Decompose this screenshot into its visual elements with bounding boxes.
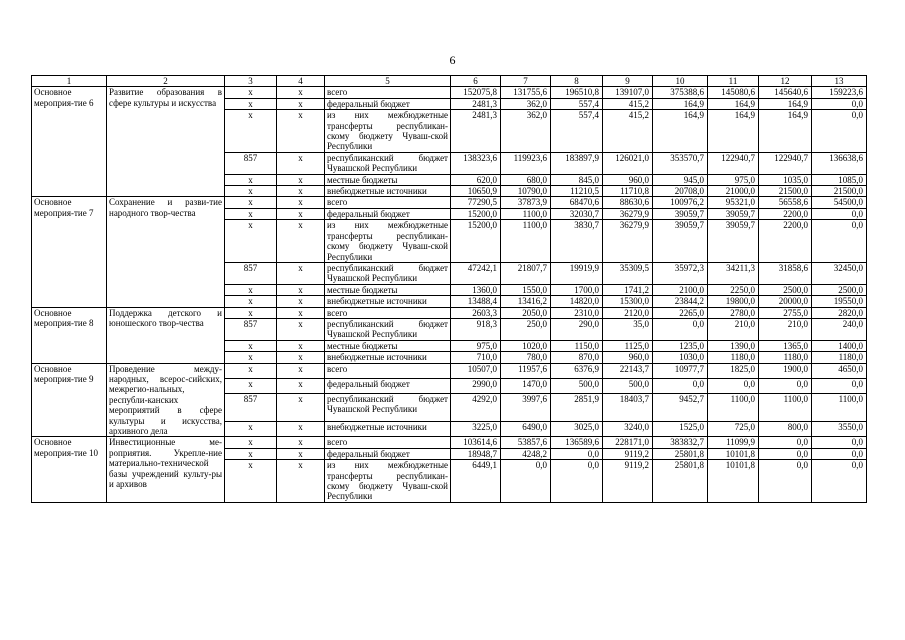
class-code-cell: x [277,87,325,98]
amount-cell: 4292,0 [451,393,501,422]
amount-cell: 10507,0 [451,363,501,378]
admin-code-cell: x [225,340,277,351]
amount-cell: 21000,0 [708,186,759,197]
event-name-cell: Развитие образования в сфере культуры и искусства [107,87,225,197]
amount-cell: 103614,6 [451,437,501,448]
amount-cell: 21500,0 [759,186,812,197]
amount-cell: 362,0 [501,110,551,153]
class-code-cell: x [277,174,325,185]
amount-cell: 2820,0 [812,307,867,318]
amount-cell: 780,0 [501,352,551,363]
amount-cell: 2481,3 [451,98,501,109]
amount-cell: 1100,0 [501,220,551,263]
table-row [32,363,867,378]
funding-source-cell: внебюджетные источники [325,296,451,307]
class-code-cell: x [277,197,325,208]
amount-cell: 36279,9 [603,220,653,263]
class-code-cell: x [277,296,325,307]
amount-cell: 3830,7 [551,220,603,263]
funding-source-cell: республиканский бюджет Чувашской Республики [325,152,451,174]
amount-cell: 14820,0 [551,296,603,307]
amount-cell: 0,0 [812,98,867,109]
amount-cell: 152075,8 [451,87,501,98]
amount-cell: 290,0 [551,318,603,340]
amount-cell: 1100,0 [708,393,759,422]
budget-table [31,75,867,503]
event-cell: Основное мероприя-тие 7 [32,197,107,307]
funding-source-cell: федеральный бюджет [325,98,451,109]
amount-cell: 1525,0 [653,422,708,437]
amount-cell: 6449,1 [451,460,501,503]
amount-cell: 196510,8 [551,87,603,98]
amount-cell: 1550,0 [501,284,551,295]
admin-code-cell: x [225,284,277,295]
amount-cell: 25801,8 [653,448,708,459]
amount-cell: 164,9 [708,110,759,153]
amount-cell: 13488,4 [451,296,501,307]
amount-cell: 2500,0 [812,284,867,295]
amount-cell: 19800,0 [708,296,759,307]
funding-source-cell: всего [325,363,451,378]
amount-cell: 119923,6 [501,152,551,174]
class-code-cell: x [277,340,325,351]
amount-cell: 56558,6 [759,197,812,208]
admin-code-cell: x [225,98,277,109]
class-code-cell: x [277,352,325,363]
funding-source-cell: всего [325,307,451,318]
amount-cell: 1825,0 [708,363,759,378]
amount-cell: 2120,0 [603,307,653,318]
amount-cell: 11957,6 [501,363,551,378]
amount-cell: 131755,6 [501,87,551,98]
amount-cell: 2500,0 [759,284,812,295]
amount-cell: 164,9 [759,110,812,153]
amount-cell: 35309,5 [603,262,653,284]
amount-cell: 2780,0 [708,307,759,318]
header-cell: 10 [653,76,708,87]
amount-cell: 210,0 [759,318,812,340]
amount-cell: 1100,0 [812,393,867,422]
amount-cell: 800,0 [759,422,812,437]
funding-source-cell: республиканский бюджет Чувашской Республики [325,318,451,340]
amount-cell: 0,0 [653,318,708,340]
amount-cell: 870,0 [551,352,603,363]
amount-cell: 620,0 [451,174,501,185]
amount-cell: 39059,7 [653,220,708,263]
amount-cell: 1030,0 [653,352,708,363]
admin-code-cell: x [225,220,277,263]
amount-cell: 415,2 [603,98,653,109]
admin-code-cell: 857 [225,318,277,340]
amount-cell: 415,2 [603,110,653,153]
amount-cell: 1180,0 [812,352,867,363]
class-code-cell: x [277,448,325,459]
amount-cell: 918,3 [451,318,501,340]
admin-code-cell: x [225,87,277,98]
amount-cell: 164,9 [708,98,759,109]
amount-cell: 1235,0 [653,340,708,351]
amount-cell: 18403,7 [603,393,653,422]
class-code-cell: x [277,110,325,153]
funding-source-cell: из них межбюджетные трансферты республикан-скому бюджету Чуваш-ской Республики [325,110,451,153]
amount-cell: 0,0 [759,460,812,503]
admin-code-cell: x [225,363,277,378]
event-name-cell: Инвестиционные ме-роприятия. Укрепле-ние материально-технической базы учреждений культу-ры и архивов [107,437,225,502]
amount-cell: 557,4 [551,98,603,109]
admin-code-cell: x [225,110,277,153]
amount-cell: 0,0 [812,378,867,393]
amount-cell: 240,0 [812,318,867,340]
amount-cell: 1035,0 [759,174,812,185]
class-code-cell: x [277,393,325,422]
amount-cell: 6490,0 [501,422,551,437]
table-row [32,197,867,208]
class-code-cell: x [277,186,325,197]
amount-cell: 3025,0 [551,422,603,437]
amount-cell: 36279,9 [603,208,653,219]
amount-cell: 960,0 [603,352,653,363]
admin-code-cell: x [225,197,277,208]
event-cell: Основное мероприя-тие 9 [32,363,107,437]
event-cell: Основное мероприя-тие 8 [32,307,107,363]
funding-source-cell: республиканский бюджет Чувашской Республики [325,393,451,422]
amount-cell: 353570,7 [653,152,708,174]
header-cell: 9 [603,76,653,87]
event-cell: Основное мероприя-тие 10 [32,437,107,502]
amount-cell: 145080,6 [708,87,759,98]
amount-cell: 2200,0 [759,208,812,219]
amount-cell: 35972,3 [653,262,708,284]
header-cell: 12 [759,76,812,87]
amount-cell: 2481,3 [451,110,501,153]
amount-cell: 10101,8 [708,448,759,459]
funding-source-cell: федеральный бюджет [325,208,451,219]
amount-cell: 68470,6 [551,197,603,208]
amount-cell: 383832,7 [653,437,708,448]
header-cell: 4 [277,76,325,87]
class-code-cell: x [277,220,325,263]
admin-code-cell: x [225,422,277,437]
amount-cell: 25801,8 [653,460,708,503]
class-code-cell: x [277,318,325,340]
table-row [32,437,867,448]
amount-cell: 10790,0 [501,186,551,197]
admin-code-cell: x [225,186,277,197]
amount-cell: 0,0 [501,460,551,503]
amount-cell: 159223,6 [812,87,867,98]
class-code-cell: x [277,363,325,378]
amount-cell: 21807,7 [501,262,551,284]
header-cell: 2 [107,76,225,87]
class-code-cell: x [277,437,325,448]
amount-cell: 0,0 [759,448,812,459]
admin-code-cell: x [225,448,277,459]
amount-cell: 10101,8 [708,460,759,503]
header-cell: 1 [32,76,107,87]
amount-cell: 122940,7 [759,152,812,174]
event-cell: Основное мероприя-тие 6 [32,87,107,197]
amount-cell: 9119,2 [603,448,653,459]
amount-cell: 122940,7 [708,152,759,174]
amount-cell: 20000,0 [759,296,812,307]
amount-cell: 0,0 [653,378,708,393]
header-cell: 8 [551,76,603,87]
funding-source-cell: федеральный бюджет [325,448,451,459]
amount-cell: 2310,0 [551,307,603,318]
event-name-cell: Поддержка детского и юношеского твор-чества [107,307,225,363]
event-name-cell: Проведение между-народных, всерос-сийских, межрегио-нальных, республи-канских мероприятий в сфере культуры и искусства, архивного дела [107,363,225,437]
header-cell: 6 [451,76,501,87]
amount-cell: 3997,6 [501,393,551,422]
class-code-cell: x [277,208,325,219]
amount-cell: 2603,3 [451,307,501,318]
funding-source-cell: всего [325,437,451,448]
admin-code-cell: x [225,378,277,393]
amount-cell: 0,0 [759,378,812,393]
funding-source-cell: внебюджетные источники [325,186,451,197]
funding-source-cell: из них межбюджетные трансферты республикан-скому бюджету Чуваш-ской Республики [325,460,451,503]
admin-code-cell: x [225,352,277,363]
amount-cell: 139107,0 [603,87,653,98]
amount-cell: 88630,6 [603,197,653,208]
amount-cell: 15300,0 [603,296,653,307]
amount-cell: 500,0 [551,378,603,393]
amount-cell: 1125,0 [603,340,653,351]
amount-cell: 126021,0 [603,152,653,174]
funding-source-cell: местные бюджеты [325,340,451,351]
amount-cell: 22143,7 [603,363,653,378]
amount-cell: 6376,9 [551,363,603,378]
funding-source-cell: всего [325,87,451,98]
amount-cell: 18948,7 [451,448,501,459]
amount-cell: 725,0 [708,422,759,437]
amount-cell: 21500,0 [812,186,867,197]
amount-cell: 1180,0 [708,352,759,363]
amount-cell: 2100,0 [653,284,708,295]
amount-cell: 164,9 [653,98,708,109]
class-code-cell: x [277,422,325,437]
amount-cell: 10650,9 [451,186,501,197]
class-code-cell: x [277,307,325,318]
amount-cell: 1360,0 [451,284,501,295]
amount-cell: 960,0 [603,174,653,185]
amount-cell: 145640,6 [759,87,812,98]
header-cell: 5 [325,76,451,87]
class-code-cell: x [277,152,325,174]
amount-cell: 31858,6 [759,262,812,284]
amount-cell: 35,0 [603,318,653,340]
page-number: 6 [449,53,456,67]
amount-cell: 10977,7 [653,363,708,378]
amount-cell: 100976,2 [653,197,708,208]
admin-code-cell: 857 [225,262,277,284]
header-cell: 7 [501,76,551,87]
amount-cell: 136638,6 [812,152,867,174]
admin-code-cell: 857 [225,393,277,422]
amount-cell: 19550,0 [812,296,867,307]
amount-cell: 2990,0 [451,378,501,393]
amount-cell: 0,0 [812,110,867,153]
funding-source-cell: местные бюджеты [325,284,451,295]
table-row [32,87,867,98]
amount-cell: 39059,7 [708,220,759,263]
amount-cell: 3550,0 [812,422,867,437]
amount-cell: 32450,0 [812,262,867,284]
amount-cell: 228171,0 [603,437,653,448]
class-code-cell: x [277,460,325,503]
funding-source-cell: республиканский бюджет Чувашской Республики [325,262,451,284]
amount-cell: 1085,0 [812,174,867,185]
amount-cell: 680,0 [501,174,551,185]
class-code-cell: x [277,262,325,284]
amount-cell: 47242,1 [451,262,501,284]
amount-cell: 53857,6 [501,437,551,448]
amount-cell: 3240,0 [603,422,653,437]
amount-cell: 1390,0 [708,340,759,351]
amount-cell: 1400,0 [812,340,867,351]
amount-cell: 975,0 [708,174,759,185]
amount-cell: 37873,9 [501,197,551,208]
amount-cell: 1700,0 [551,284,603,295]
amount-cell: 0,0 [708,378,759,393]
amount-cell: 20708,0 [653,186,708,197]
amount-cell: 362,0 [501,98,551,109]
admin-code-cell: x [225,174,277,185]
amount-cell: 11099,9 [708,437,759,448]
amount-cell: 32030,7 [551,208,603,219]
admin-code-cell: x [225,208,277,219]
amount-cell: 1365,0 [759,340,812,351]
amount-cell: 0,0 [812,437,867,448]
amount-cell: 845,0 [551,174,603,185]
amount-cell: 975,0 [451,340,501,351]
amount-cell: 164,9 [653,110,708,153]
amount-cell: 164,9 [759,98,812,109]
amount-cell: 0,0 [812,448,867,459]
header-row [32,76,867,87]
amount-cell: 4248,2 [501,448,551,459]
funding-source-cell: внебюджетные источники [325,422,451,437]
amount-cell: 0,0 [551,448,603,459]
amount-cell: 15200,0 [451,208,501,219]
funding-source-cell: из них межбюджетные трансферты республикан-скому бюджету Чуваш-ской Республики [325,220,451,263]
amount-cell: 4650,0 [812,363,867,378]
amount-cell: 23844,2 [653,296,708,307]
amount-cell: 9452,7 [653,393,708,422]
amount-cell: 2250,0 [708,284,759,295]
funding-source-cell: всего [325,197,451,208]
amount-cell: 77290,5 [451,197,501,208]
amount-cell: 1741,2 [603,284,653,295]
class-code-cell: x [277,378,325,393]
class-code-cell: x [277,284,325,295]
amount-cell: 375388,6 [653,87,708,98]
amount-cell: 0,0 [812,220,867,263]
amount-cell: 2755,0 [759,307,812,318]
amount-cell: 945,0 [653,174,708,185]
amount-cell: 0,0 [759,437,812,448]
amount-cell: 2851,9 [551,393,603,422]
admin-code-cell: x [225,437,277,448]
amount-cell: 1020,0 [501,340,551,351]
amount-cell: 2265,0 [653,307,708,318]
header-cell: 3 [225,76,277,87]
amount-cell: 19919,9 [551,262,603,284]
amount-cell: 0,0 [812,208,867,219]
funding-source-cell: местные бюджеты [325,174,451,185]
amount-cell: 136589,6 [551,437,603,448]
header-cell: 13 [812,76,867,87]
amount-cell: 1150,0 [551,340,603,351]
amount-cell: 1180,0 [759,352,812,363]
amount-cell: 11210,5 [551,186,603,197]
amount-cell: 2050,0 [501,307,551,318]
amount-cell: 1100,0 [501,208,551,219]
class-code-cell: x [277,98,325,109]
admin-code-cell: x [225,460,277,503]
amount-cell: 11710,8 [603,186,653,197]
amount-cell: 54500,0 [812,197,867,208]
amount-cell: 1470,0 [501,378,551,393]
amount-cell: 15200,0 [451,220,501,263]
amount-cell: 250,0 [501,318,551,340]
amount-cell: 39059,7 [708,208,759,219]
amount-cell: 9119,2 [603,460,653,503]
amount-cell: 710,0 [451,352,501,363]
amount-cell: 500,0 [603,378,653,393]
amount-cell: 210,0 [708,318,759,340]
amount-cell: 0,0 [551,460,603,503]
admin-code-cell: 857 [225,152,277,174]
amount-cell: 1100,0 [759,393,812,422]
amount-cell: 557,4 [551,110,603,153]
event-name-cell: Сохранение и разви-тие народного твор-чества [107,197,225,307]
amount-cell: 3225,0 [451,422,501,437]
amount-cell: 1900,0 [759,363,812,378]
header-cell: 11 [708,76,759,87]
funding-source-cell: федеральный бюджет [325,378,451,393]
amount-cell: 13416,2 [501,296,551,307]
amount-cell: 183897,9 [551,152,603,174]
table-row [32,307,867,318]
amount-cell: 0,0 [812,460,867,503]
admin-code-cell: x [225,307,277,318]
admin-code-cell: x [225,296,277,307]
amount-cell: 39059,7 [653,208,708,219]
amount-cell: 138323,6 [451,152,501,174]
amount-cell: 95321,0 [708,197,759,208]
amount-cell: 34211,3 [708,262,759,284]
amount-cell: 2200,0 [759,220,812,263]
funding-source-cell: внебюджетные источники [325,352,451,363]
